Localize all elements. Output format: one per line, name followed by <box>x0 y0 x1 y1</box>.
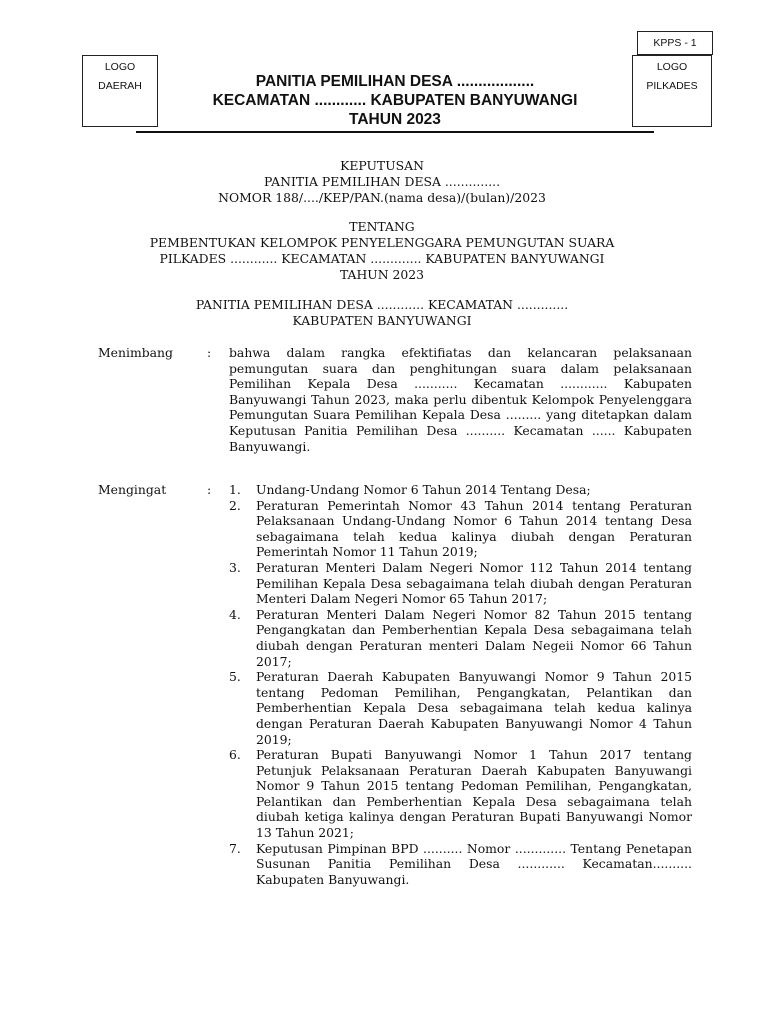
form-code-box <box>637 31 713 55</box>
letterhead-line1: PANITIA PEMILIHAN DESA .................. <box>255 73 535 90</box>
list-item-number: 5. <box>229 669 241 685</box>
menimbang-colon: : <box>207 345 212 360</box>
menimbang-label: Menimbang <box>98 345 173 360</box>
decree-issuer: PANITIA PEMILIHAN DESA .............. <box>263 174 501 189</box>
logo-pilkades-placeholder <box>632 55 712 127</box>
decree-title: KEPUTUSAN <box>340 158 424 173</box>
list-item-text: Peraturan Menteri Dalam Negeri Nomor 112 Tahun 2014 tentang Pemilihan Kepala Desa sebagaimana telah diubah dengan Peraturan Menteri Dalam Negeri Nomor 65 Tahun 2017; <box>256 559 692 607</box>
list-item-number: 3. <box>229 559 241 575</box>
letterhead <box>160 72 630 129</box>
list-item <box>229 482 692 498</box>
list-item-number: 2. <box>229 497 241 513</box>
logo-daerah-placeholder <box>82 55 158 127</box>
list-item <box>229 498 692 560</box>
list-item <box>229 841 692 888</box>
mengingat-list <box>229 482 692 887</box>
committee-line2: KABUPATEN BANYUWANGI <box>292 313 472 328</box>
list-item <box>229 607 692 669</box>
list-item <box>229 747 692 841</box>
list-item-number: 6. <box>229 747 241 763</box>
logo-daerah-line1: LOGO <box>104 61 136 73</box>
letterhead-line3: TAHUN 2023 <box>349 111 441 128</box>
decree-subject-block <box>100 219 664 283</box>
list-item-number: 7. <box>229 840 241 856</box>
subject-line1: PEMBENTUKAN KELOMPOK PENYELENGGARA PEMUNGUTAN SUARA <box>149 235 615 250</box>
logo-pilkades-line1: LOGO <box>656 61 688 73</box>
subject-line3: TAHUN 2023 <box>339 267 425 282</box>
letterhead-line2: KECAMATAN ............ KABUPATEN BANYUWANGI <box>212 92 578 109</box>
list-item-number: 1. <box>229 482 241 497</box>
decree-title-block <box>100 158 664 206</box>
list-item-text: Peraturan Bupati Banyuwangi Nomor 1 Tahun 2017 tentang Petunjuk Pelaksanaan Peraturan Daerah Kabupaten Banyuwangi Nomor 9 Tahun 2015 tentang Pedoman Pemilihan, Pengangkatan, Pelantikan dan Pemberhentian Kepala Desa sebagaimana telah diubah ketiga kalinya dengan Peraturan Bupati Banyuwangi Nomor 13 Tahun 2021; <box>256 747 692 841</box>
decree-number: NOMOR 188/..../KEP/PAN.(nama desa)/(bulan)/2023 <box>218 190 546 205</box>
list-item-number: 4. <box>229 606 241 622</box>
list-item-text: Peraturan Menteri Dalam Negeri Nomor 82 Tahun 2015 tentang Pengangkatan dan Pemberhentian Kepala Desa sebagaimana telah diubah dengan Peraturan menteri Dalam Negeii Nomor 66 Tahun 2017; <box>256 606 692 669</box>
subject-heading: TENTANG <box>349 219 415 234</box>
menimbang-paragraph: bahwa dalam rangka efektifiatas dan kelancaran pelaksanaan pemungutan suara dan penghitungan suara dalam pelaksanaan Pemilihan Kepala Desa ........... Kecamatan ............ Kabupaten Banyuwangi Tahun 2023, maka perlu dibentuk Kelompok Penyelenggara Pemungutan Suara Pemilihan Kepala Desa ......... yang ditetapkan dalam Keputusan Panitia Pemilihan Desa .......... Kecamatan ...... Kabupaten Banyuwangi. <box>229 345 692 454</box>
list-item-text: Keputusan Pimpinan BPD .......... Nomor ............. Tentang Penetapan Susunan Panitia Pemilihan Desa ............ Kecamatan.......... Kabupaten Banyuwangi. <box>256 840 692 887</box>
list-item <box>229 560 692 607</box>
committee-block <box>100 297 664 329</box>
subject-line2: PILKADES ............ KECAMATAN ............. KABUPATEN BANYUWANGI <box>159 251 605 266</box>
list-item <box>229 669 692 747</box>
list-item-text: Peraturan Daerah Kabupaten Banyuwangi Nomor 9 Tahun 2015 tentang Pedoman Pemilihan, Pengangkatan, Pelantikan dan Pemberhentian Kepala Desa sebagaimana telah kedua kalinya dengan Peraturan Daerah Kabupaten Banyuwangi Nomor 4 Tahun 2019; <box>256 669 692 747</box>
committee-line1: PANITIA PEMILIHAN DESA ............ KECAMATAN ............. <box>195 297 569 312</box>
mengingat-colon: : <box>207 482 212 497</box>
form-code: KPPS - 1 <box>653 37 697 49</box>
letterhead-divider <box>136 131 654 133</box>
logo-pilkades-line2: PILKADES <box>646 80 698 92</box>
logo-daerah-line2: DAERAH <box>98 80 142 92</box>
list-item-text: Peraturan Pemerintah Nomor 43 Tahun 2014 tentang Peraturan Pelaksanaan Undang-Undang Nomor 6 Tahun 2014 tentang Desa sebagaimana telah kedua kalinya diubah dengan Peraturan Pemerintah Nomor 11 Tahun 2019; <box>256 497 692 560</box>
mengingat-label: Mengingat <box>98 482 167 497</box>
list-item-text: Undang-Undang Nomor 6 Tahun 2014 Tentang Desa; <box>256 482 591 497</box>
